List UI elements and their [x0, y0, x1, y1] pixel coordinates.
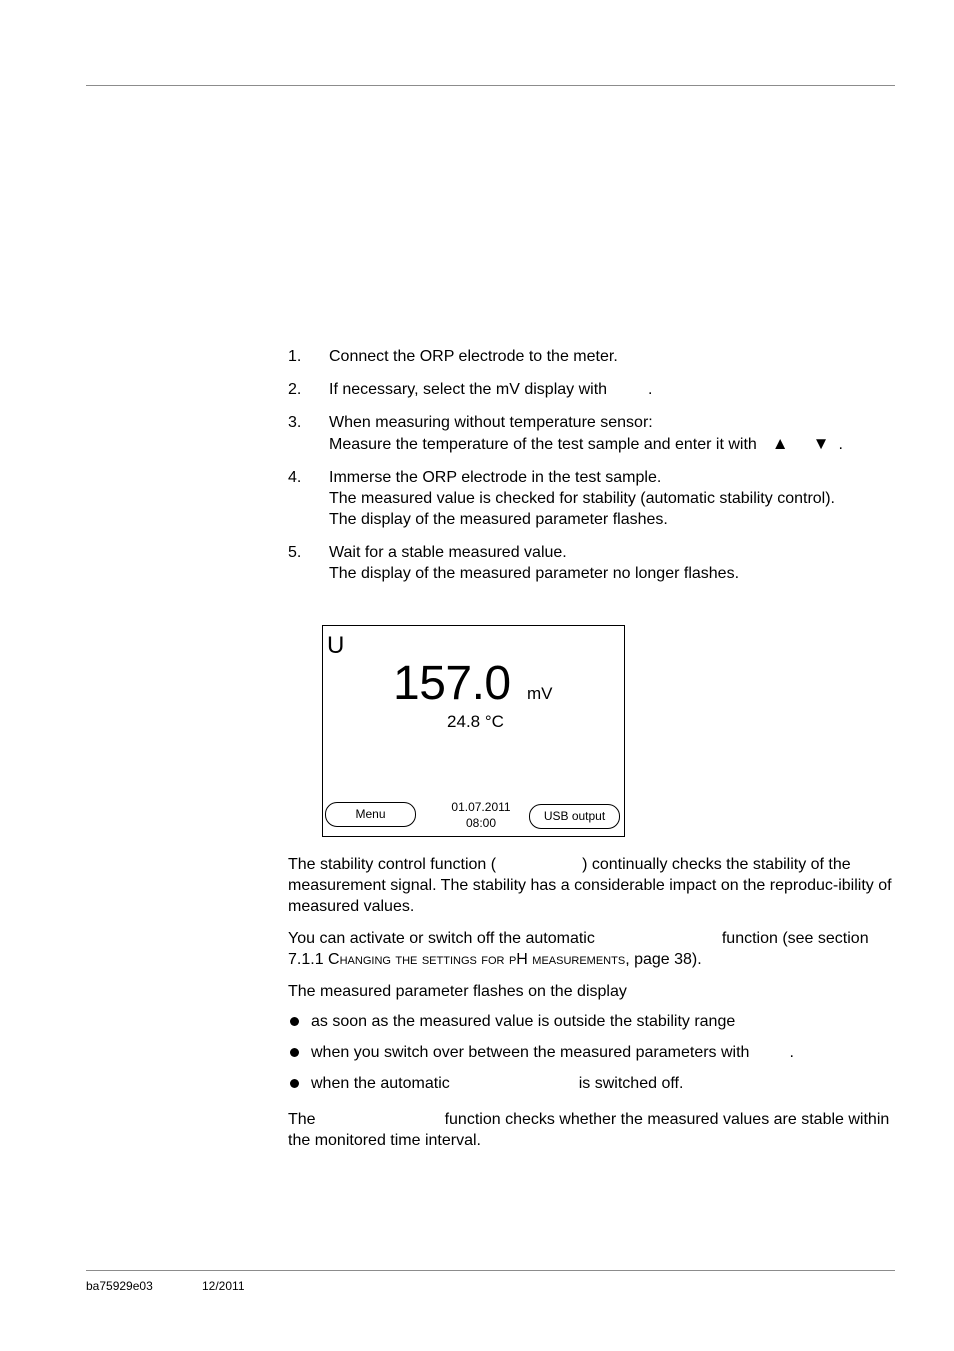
paragraph-text: ) continually checks the stability of the measurement signal. The stability has a considerable impact on the reproduc-ibility of measured values. — [288, 856, 892, 915]
function-paragraph — [288, 1109, 898, 1151]
step-text: Measure the temperature of the test sample and enter it with — [329, 436, 757, 453]
list-item-text: is switched off. — [578, 1075, 684, 1092]
flashing-intro: The measured parameter flashes on the display — [288, 983, 627, 1000]
footer-rule — [86, 1270, 895, 1271]
list-item-text: when you switch over between the measured parameters with — [311, 1044, 750, 1061]
step-4 — [288, 467, 898, 530]
step-text: The display of the measured parameter flashes. — [329, 511, 668, 528]
list-item — [288, 1073, 898, 1094]
bullet-icon — [290, 1048, 299, 1057]
step-text: Connect the ORP electrode to the meter. — [329, 348, 618, 365]
paragraph-text: The — [288, 1111, 316, 1128]
list-item-text: . — [789, 1044, 794, 1061]
step-text: The display of the measured parameter no longer flashes. — [329, 565, 740, 582]
header-rule — [86, 85, 895, 86]
step-text: If necessary, select the mV display with — [329, 381, 608, 398]
step-text-end: . — [648, 381, 653, 398]
display-datetime — [433, 799, 529, 831]
step-3 — [288, 412, 898, 455]
flashing-conditions — [288, 1011, 898, 1104]
measured-value: 157.0 — [393, 657, 511, 710]
section-reference: Changing the settings for pH measurements — [328, 951, 626, 968]
list-item-text: when the automatic — [311, 1075, 450, 1092]
step-5 — [288, 542, 898, 584]
bullet-icon — [290, 1079, 299, 1088]
list-item-text: as soon as the measured value is outside the stability range — [311, 1013, 736, 1030]
temperature-reading: 24.8 °C — [447, 712, 504, 731]
step-number: 4. — [288, 469, 302, 486]
step-text: Immerse the ORP electrode in the test sample. — [329, 469, 662, 486]
step-text-end: . — [838, 436, 843, 453]
step-text: When measuring without temperature sensor: — [329, 414, 653, 431]
display-time: 08:00 — [465, 816, 497, 830]
step-text: Wait for a stable measured value. — [329, 544, 567, 561]
document-number: ba75929e03 — [86, 1279, 153, 1293]
measured-unit: mV — [527, 684, 553, 703]
display-mode: U — [327, 632, 345, 659]
step-number: 1. — [288, 348, 302, 365]
paragraph-text: You can activate or switch off the automatic — [288, 930, 595, 947]
step-number: 5. — [288, 544, 302, 561]
step-number: 3. — [288, 414, 302, 431]
activation-paragraph — [288, 928, 898, 970]
list-item — [288, 1011, 898, 1032]
paragraph-text: The stability control function ( — [288, 856, 497, 873]
document-date: 12/2011 — [202, 1279, 245, 1293]
stability-paragraph — [288, 854, 898, 917]
step-number: 2. — [288, 381, 302, 398]
display-date: 01.07.2011 — [451, 800, 511, 814]
procedure-steps — [288, 346, 898, 596]
step-text: The measured value is checked for stability (automatic stability control). — [329, 490, 835, 507]
meter-display — [322, 625, 625, 837]
arrow-down-icon: ▼ — [812, 434, 830, 453]
paragraph-text: , page 38). — [625, 951, 702, 968]
step-2 — [288, 379, 898, 400]
paragraph-text: function checks whether the measured values are stable within the monitored time interval. — [288, 1111, 890, 1149]
list-item — [288, 1042, 898, 1063]
arrow-up-icon: ▲ — [771, 434, 789, 453]
usb-output-softkey: USB output — [529, 804, 620, 829]
paragraph-text: function (see section 7.1.1 — [288, 930, 869, 968]
menu-softkey: Menu — [325, 802, 416, 827]
bullet-icon — [290, 1017, 299, 1026]
step-1 — [288, 346, 898, 367]
